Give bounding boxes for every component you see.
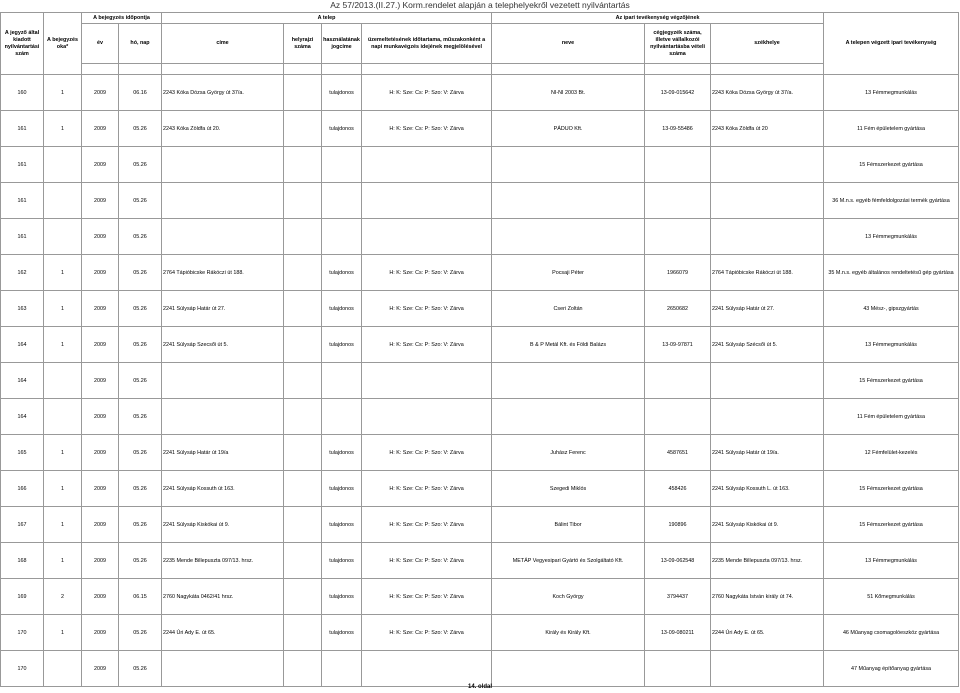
header-year: év bbox=[82, 24, 119, 64]
row-address bbox=[162, 363, 284, 399]
table-row bbox=[1, 399, 959, 435]
row-hours: H: K: Sze: Cs: P: Szo: V: Zárva bbox=[362, 507, 492, 543]
row-reason bbox=[44, 147, 82, 183]
row-reason bbox=[44, 399, 82, 435]
row-usage: tulajdonos bbox=[322, 111, 362, 147]
header-parcel: helyrajzi száma bbox=[284, 24, 322, 64]
row-hours bbox=[362, 147, 492, 183]
row-seat: 2764 Tápióbicske Rákóczi út 188. bbox=[711, 255, 824, 291]
table-row bbox=[1, 291, 959, 327]
row-activity: 47 Műanyag építőanyag gyártása bbox=[824, 651, 959, 687]
row-reason bbox=[44, 651, 82, 687]
row-hours bbox=[362, 399, 492, 435]
row-address: 2243 Kóka Zöldfa út 20. bbox=[162, 111, 284, 147]
row-number: 169 bbox=[1, 579, 44, 615]
header-month-day: hó, nap bbox=[119, 24, 162, 64]
row-seat: 2241 Súlysáp Szécsői út 5. bbox=[711, 327, 824, 363]
row-usage bbox=[322, 183, 362, 219]
header-operating-hours: üzemeltetésének időtartama, műszakonként a napi munkavégzés idejének megjelölésével bbox=[362, 24, 492, 64]
page-number: 14. oldal bbox=[467, 684, 492, 690]
row-usage: tulajdonos bbox=[322, 615, 362, 651]
row-address bbox=[162, 147, 284, 183]
table-row bbox=[1, 471, 959, 507]
row-year: 2009 bbox=[82, 579, 119, 615]
row-parcel bbox=[284, 219, 322, 255]
table-row bbox=[1, 111, 959, 147]
row-year: 2009 bbox=[82, 147, 119, 183]
row-number: 165 bbox=[1, 435, 44, 471]
row-registry: 4587651 bbox=[645, 435, 711, 471]
row-activity: 11 Fém épületelem gyártása bbox=[824, 399, 959, 435]
row-parcel bbox=[284, 111, 322, 147]
row-reason: 2 bbox=[44, 579, 82, 615]
row-number: 161 bbox=[1, 183, 44, 219]
row-address: 2244 Úri Ady E. út 65. bbox=[162, 615, 284, 651]
row-name: METÁP Vegyesipari Gyártó és Szolgáltató Kft. bbox=[492, 543, 645, 579]
row-date: 05.26 bbox=[119, 111, 162, 147]
row-seat: 2241 Súlysáp Határ út 19/a. bbox=[711, 435, 824, 471]
table-row bbox=[1, 435, 959, 471]
row-address bbox=[162, 183, 284, 219]
row-reason: 1 bbox=[44, 327, 82, 363]
row-name bbox=[492, 651, 645, 687]
row-date: 05.26 bbox=[119, 255, 162, 291]
row-usage: tulajdonos bbox=[322, 327, 362, 363]
row-activity: 12 Fémfelület-kezelés bbox=[824, 435, 959, 471]
row-number: 166 bbox=[1, 471, 44, 507]
row-hours: H: K: Sze: Cs: P: Szo: V: Zárva bbox=[362, 255, 492, 291]
row-seat: 2243 Kóka Dózsa György út 37/a. bbox=[711, 75, 824, 111]
table-row bbox=[1, 543, 959, 579]
row-registry: 1966079 bbox=[645, 255, 711, 291]
row-usage: tulajdonos bbox=[322, 543, 362, 579]
table-row bbox=[1, 75, 959, 111]
row-address: 2764 Tápióbicske Rákóczi út 188. bbox=[162, 255, 284, 291]
row-registry: 3794437 bbox=[645, 579, 711, 615]
row-registry: 13-09-080211 bbox=[645, 615, 711, 651]
table-row bbox=[1, 363, 959, 399]
row-year: 2009 bbox=[82, 183, 119, 219]
row-date: 06.16 bbox=[119, 75, 162, 111]
row-name: Szegedi Miklós bbox=[492, 471, 645, 507]
row-usage bbox=[322, 363, 362, 399]
row-parcel bbox=[284, 363, 322, 399]
row-name bbox=[492, 363, 645, 399]
row-reason: 1 bbox=[44, 255, 82, 291]
row-address: 2760 Nagykáta 0462/41 hrsz. bbox=[162, 579, 284, 615]
row-name: B & P Metál Kft. és Földi Balázs bbox=[492, 327, 645, 363]
header-address: címe bbox=[162, 24, 284, 64]
row-activity: 15 Fémszerkezet gyártása bbox=[824, 147, 959, 183]
row-reason bbox=[44, 183, 82, 219]
row-hours bbox=[362, 363, 492, 399]
row-activity: 15 Fémszerkezet gyártása bbox=[824, 363, 959, 399]
row-seat: 2760 Nagykáta István király út 74. bbox=[711, 579, 824, 615]
row-registry bbox=[645, 651, 711, 687]
row-hours bbox=[362, 183, 492, 219]
row-year: 2009 bbox=[82, 291, 119, 327]
row-usage bbox=[322, 219, 362, 255]
row-number: 168 bbox=[1, 543, 44, 579]
row-address: 2243 Kóka Dózsa György út 37/a. bbox=[162, 75, 284, 111]
row-parcel bbox=[284, 543, 322, 579]
header-name: neve bbox=[492, 24, 645, 64]
row-date: 06.15 bbox=[119, 579, 162, 615]
row-name: Juhász Ferenc bbox=[492, 435, 645, 471]
table-row bbox=[1, 183, 959, 219]
row-parcel bbox=[284, 399, 322, 435]
header-site: A telep bbox=[162, 13, 492, 24]
row-parcel bbox=[284, 615, 322, 651]
row-address bbox=[162, 399, 284, 435]
row-seat: 2241 Súlysáp Határ út 27. bbox=[711, 291, 824, 327]
row-registry: 13-09-062548 bbox=[645, 543, 711, 579]
row-number: 170 bbox=[1, 615, 44, 651]
row-parcel bbox=[284, 471, 322, 507]
row-registry bbox=[645, 147, 711, 183]
row-activity: 15 Fémszerkezet gyártása bbox=[824, 507, 959, 543]
row-seat bbox=[711, 183, 824, 219]
header-activity: A telepen végzett ipari tevékenység bbox=[824, 13, 959, 75]
row-hours: H: K: Sze: Cs: P: Szo: V: Zárva bbox=[362, 291, 492, 327]
table-row bbox=[1, 651, 959, 687]
table-row bbox=[1, 219, 959, 255]
row-usage: tulajdonos bbox=[322, 435, 362, 471]
row-registry: 458426 bbox=[645, 471, 711, 507]
row-activity: 11 Fém épületelem gyártása bbox=[824, 111, 959, 147]
row-date: 05.26 bbox=[119, 543, 162, 579]
row-activity: 46 Műanyag csomagolóeszköz gyártása bbox=[824, 615, 959, 651]
row-seat: 2244 Úri Ady E. út 65. bbox=[711, 615, 824, 651]
row-number: 162 bbox=[1, 255, 44, 291]
row-address: 2241 Súlysáp Szecsői út 5. bbox=[162, 327, 284, 363]
row-registry bbox=[645, 219, 711, 255]
row-usage: tulajdonos bbox=[322, 75, 362, 111]
row-seat: 2235 Mende Billepuszta 097/13. hrsz. bbox=[711, 543, 824, 579]
row-number: 164 bbox=[1, 327, 44, 363]
row-address: 2241 Súlysáp Határ út 19/a bbox=[162, 435, 284, 471]
row-year: 2009 bbox=[82, 327, 119, 363]
row-year: 2009 bbox=[82, 255, 119, 291]
row-usage: tulajdonos bbox=[322, 255, 362, 291]
document-title: Az 57/2013.(II.27.) Korm.rendelet alapján a telephelyekről vezetett nyilvántartás bbox=[330, 0, 630, 10]
row-number: 164 bbox=[1, 399, 44, 435]
row-reason: 1 bbox=[44, 111, 82, 147]
row-year: 2009 bbox=[82, 363, 119, 399]
row-number: 163 bbox=[1, 291, 44, 327]
table-row bbox=[1, 579, 959, 615]
row-activity: 43 Mész-, gipszgyártás bbox=[824, 291, 959, 327]
row-year: 2009 bbox=[82, 75, 119, 111]
header-operator: Az ipari tevékenység végzőjének bbox=[492, 13, 824, 24]
row-activity: 13 Fémmegmunkálás bbox=[824, 327, 959, 363]
row-registry: 13-09-97871 bbox=[645, 327, 711, 363]
row-reason: 1 bbox=[44, 471, 82, 507]
row-parcel bbox=[284, 255, 322, 291]
row-name: PÁDUO Kft. bbox=[492, 111, 645, 147]
row-reason: 1 bbox=[44, 291, 82, 327]
row-hours: H: K: Sze: Cs: P: Szo: V: Zárva bbox=[362, 615, 492, 651]
row-date: 05.26 bbox=[119, 471, 162, 507]
row-date: 05.26 bbox=[119, 615, 162, 651]
row-parcel bbox=[284, 579, 322, 615]
row-seat: 2241 Súlysáp Kiskókai út 9. bbox=[711, 507, 824, 543]
row-hours: H: K: Sze: Cs: P: Szo: V: Zárva bbox=[362, 579, 492, 615]
row-seat: 2241 Súlysáp Kossuth L. út 163. bbox=[711, 471, 824, 507]
row-address: 2235 Mende Billepuszta 097/13. hrsz. bbox=[162, 543, 284, 579]
row-date: 05.26 bbox=[119, 183, 162, 219]
header-seat: székhelye bbox=[711, 24, 824, 64]
row-reason: 1 bbox=[44, 75, 82, 111]
row-year: 2009 bbox=[82, 651, 119, 687]
row-hours: H: K: Sze: Cs: P: Szo: V: Zárva bbox=[362, 471, 492, 507]
row-registry: 2650682 bbox=[645, 291, 711, 327]
row-usage: tulajdonos bbox=[322, 507, 362, 543]
row-parcel bbox=[284, 183, 322, 219]
row-name: Koch György bbox=[492, 579, 645, 615]
header-reason: A bejegyzés oka* bbox=[44, 13, 82, 75]
row-activity: 13 Fémmegmunkálás bbox=[824, 219, 959, 255]
row-number: 170 bbox=[1, 651, 44, 687]
row-parcel bbox=[284, 75, 322, 111]
row-reason bbox=[44, 363, 82, 399]
row-hours bbox=[362, 651, 492, 687]
row-date: 05.26 bbox=[119, 435, 162, 471]
row-seat bbox=[711, 399, 824, 435]
row-date: 05.26 bbox=[119, 651, 162, 687]
table-row bbox=[1, 147, 959, 183]
row-parcel bbox=[284, 651, 322, 687]
row-parcel bbox=[284, 147, 322, 183]
row-registry: 13-09-55486 bbox=[645, 111, 711, 147]
row-reason: 1 bbox=[44, 615, 82, 651]
row-activity: 15 Fémszerkezet gyártása bbox=[824, 471, 959, 507]
header-registry: cégjegyzék száma, illetve vállalkozói nyilvántartásba vételi száma bbox=[645, 24, 711, 64]
row-name: Király és Király Kft. bbox=[492, 615, 645, 651]
row-activity: 13 Fémmegmunkálás bbox=[824, 543, 959, 579]
row-year: 2009 bbox=[82, 111, 119, 147]
row-usage bbox=[322, 399, 362, 435]
header-notary-number: A jegyző által kiadott nyilvántartási szám bbox=[1, 13, 44, 75]
row-address bbox=[162, 651, 284, 687]
row-reason: 1 bbox=[44, 543, 82, 579]
row-usage: tulajdonos bbox=[322, 471, 362, 507]
row-year: 2009 bbox=[82, 219, 119, 255]
header-usage-title: használatának jogcíme bbox=[322, 24, 362, 64]
row-address: 2241 Súlysáp Határ út 27. bbox=[162, 291, 284, 327]
row-year: 2009 bbox=[82, 471, 119, 507]
row-name bbox=[492, 183, 645, 219]
row-year: 2009 bbox=[82, 615, 119, 651]
row-address: 2241 Súlysáp Kiskókai út 9. bbox=[162, 507, 284, 543]
row-hours: H: K: Sze: Cs: P: Szo: V: Zárva bbox=[362, 75, 492, 111]
row-date: 05.26 bbox=[119, 363, 162, 399]
table-row bbox=[1, 327, 959, 363]
row-number: 161 bbox=[1, 219, 44, 255]
header-notification-date: A bejegyzés időpontja bbox=[82, 13, 162, 24]
row-date: 05.26 bbox=[119, 327, 162, 363]
row-date: 05.26 bbox=[119, 147, 162, 183]
row-seat bbox=[711, 147, 824, 183]
row-address bbox=[162, 219, 284, 255]
table-row bbox=[1, 255, 959, 291]
row-registry bbox=[645, 183, 711, 219]
row-name: Bálint Tibor bbox=[492, 507, 645, 543]
row-number: 164 bbox=[1, 363, 44, 399]
row-name bbox=[492, 147, 645, 183]
row-hours: H: K: Sze: Cs: P: Szo: V: Zárva bbox=[362, 327, 492, 363]
row-usage: tulajdonos bbox=[322, 579, 362, 615]
row-date: 05.26 bbox=[119, 507, 162, 543]
row-activity: 35 M.n.s. egyéb általános rendeltetésű gép gyártása bbox=[824, 255, 959, 291]
row-usage: tulajdonos bbox=[322, 291, 362, 327]
row-date: 05.26 bbox=[119, 291, 162, 327]
row-name bbox=[492, 399, 645, 435]
table-row bbox=[1, 507, 959, 543]
row-registry bbox=[645, 399, 711, 435]
row-year: 2009 bbox=[82, 507, 119, 543]
row-usage bbox=[322, 651, 362, 687]
row-name: Pocsaji Péter bbox=[492, 255, 645, 291]
row-year: 2009 bbox=[82, 543, 119, 579]
row-reason: 1 bbox=[44, 507, 82, 543]
row-name: NI-NI 2003 Bt. bbox=[492, 75, 645, 111]
row-parcel bbox=[284, 291, 322, 327]
row-number: 161 bbox=[1, 111, 44, 147]
row-usage bbox=[322, 147, 362, 183]
row-seat bbox=[711, 651, 824, 687]
registry-table bbox=[0, 12, 959, 687]
row-number: 161 bbox=[1, 147, 44, 183]
row-hours: H: K: Sze: Cs: P: Szo: V: Zárva bbox=[362, 543, 492, 579]
table-body bbox=[1, 75, 959, 687]
row-registry bbox=[645, 363, 711, 399]
row-name: Cseri Zoltán bbox=[492, 291, 645, 327]
row-activity: 13 Fémmegmunkálás bbox=[824, 75, 959, 111]
row-parcel bbox=[284, 435, 322, 471]
row-parcel bbox=[284, 327, 322, 363]
row-registry: 190896 bbox=[645, 507, 711, 543]
row-address: 2241 Súlysáp Kossuth út 163. bbox=[162, 471, 284, 507]
row-number: 167 bbox=[1, 507, 44, 543]
row-seat bbox=[711, 219, 824, 255]
row-activity: 36 M.n.s. egyéb fémfeldolgozási termék gyártása bbox=[824, 183, 959, 219]
row-number: 160 bbox=[1, 75, 44, 111]
row-hours: H: K: Sze: Cs: P: Szo: V: Zárva bbox=[362, 111, 492, 147]
row-seat: 2243 Kóka Zöldfa út 20 bbox=[711, 111, 824, 147]
row-name bbox=[492, 219, 645, 255]
row-activity: 51 Kőmegmunkálás bbox=[824, 579, 959, 615]
row-seat bbox=[711, 363, 824, 399]
row-registry: 13-09-015642 bbox=[645, 75, 711, 111]
row-reason bbox=[44, 219, 82, 255]
row-year: 2009 bbox=[82, 435, 119, 471]
row-date: 05.26 bbox=[119, 219, 162, 255]
row-parcel bbox=[284, 507, 322, 543]
row-date: 05.26 bbox=[119, 399, 162, 435]
row-year: 2009 bbox=[82, 399, 119, 435]
row-hours: H: K: Sze: Cs: P: Szo: V: Zárva bbox=[362, 435, 492, 471]
table-row bbox=[1, 615, 959, 651]
row-hours bbox=[362, 219, 492, 255]
row-reason: 1 bbox=[44, 435, 82, 471]
